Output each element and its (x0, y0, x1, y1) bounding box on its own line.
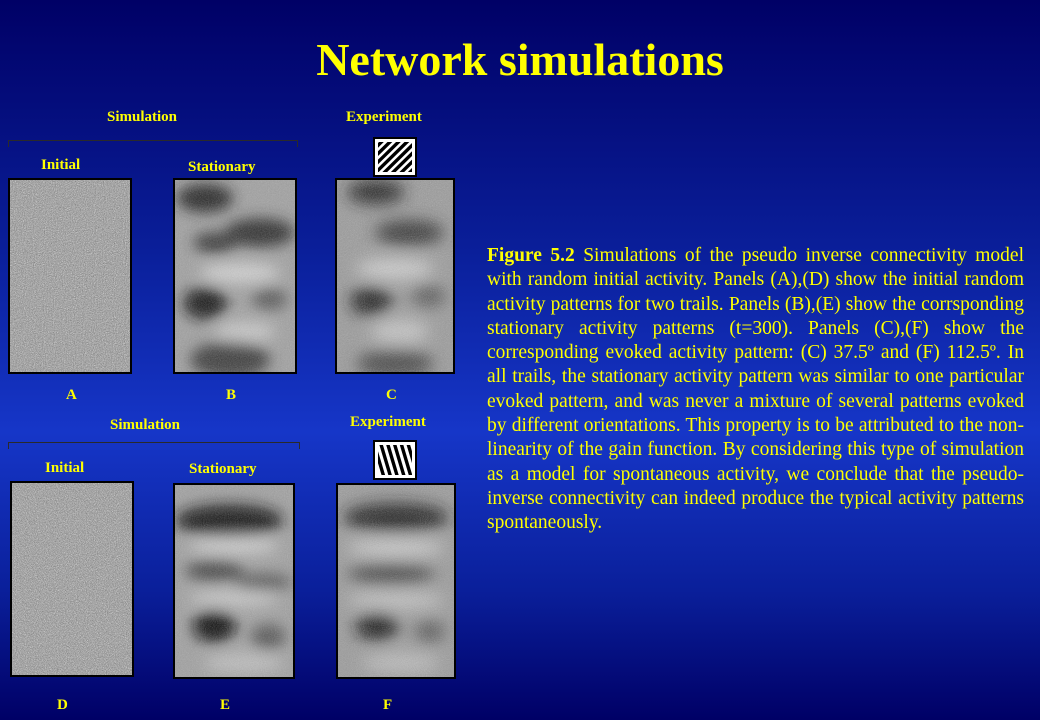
panel-b-stationary (173, 178, 297, 374)
experiment-label-top: Experiment (346, 109, 422, 125)
simulation-label-top: Simulation (107, 109, 178, 125)
panel-letter-c: C (386, 387, 397, 403)
panel-c-experiment (335, 178, 455, 374)
panel-d-initial (10, 481, 134, 677)
simulation-bracket-bottom (8, 442, 300, 449)
panel-letter-f: F (383, 697, 393, 713)
page-title: Network simulations (316, 34, 724, 85)
figure-label: Figure 5.2 (487, 245, 575, 266)
figure-caption (487, 244, 1024, 536)
panel-letter-b: B (226, 387, 237, 403)
experiment-label-bottom: Experiment (350, 414, 426, 430)
initial-label-bottom: Initial (45, 460, 85, 476)
initial-label-top: Initial (41, 157, 81, 173)
stimulus-f (373, 440, 417, 480)
panel-letter-a: A (66, 387, 77, 403)
simulation-bracket-top (8, 140, 298, 147)
simulation-label-bottom: Simulation (110, 417, 181, 433)
panel-letter-d: D (57, 697, 68, 713)
stimulus-c (373, 137, 417, 177)
panel-e-stationary (173, 483, 295, 679)
stationary-label-bottom: Stationary (189, 461, 257, 477)
oriented-grating-icon (378, 142, 412, 172)
panel-a-initial (8, 178, 132, 374)
stationary-label-top: Stationary (188, 159, 256, 175)
panel-f-experiment (336, 483, 456, 679)
oriented-grating-icon (378, 445, 412, 475)
caption-text: Simulations of the pseudo inverse connectivity model with random initial activity. Panels (A),(D) show the initial random activity patterns for two trails. Panels (B),(E) show the corrsponding stationary activity patterns (t=300). Panels (C),(F) show the corresponding evoked activity pattern: (C) 37.5º and (F) 112.5º. In all trails, the stationary activity pattern was similar to one particular evoked pattern, and was never a mixture of several patterns evoked by different orientations. This property is to be attributed to the non-linearity of the gain function. By considering this type of simulation as a model for spontaneous activity, we conclude that the pseudo-inverse connectivity can indeed produce the typical activity patterns spontaneously. (487, 245, 1024, 534)
panel-letter-e: E (220, 697, 231, 713)
